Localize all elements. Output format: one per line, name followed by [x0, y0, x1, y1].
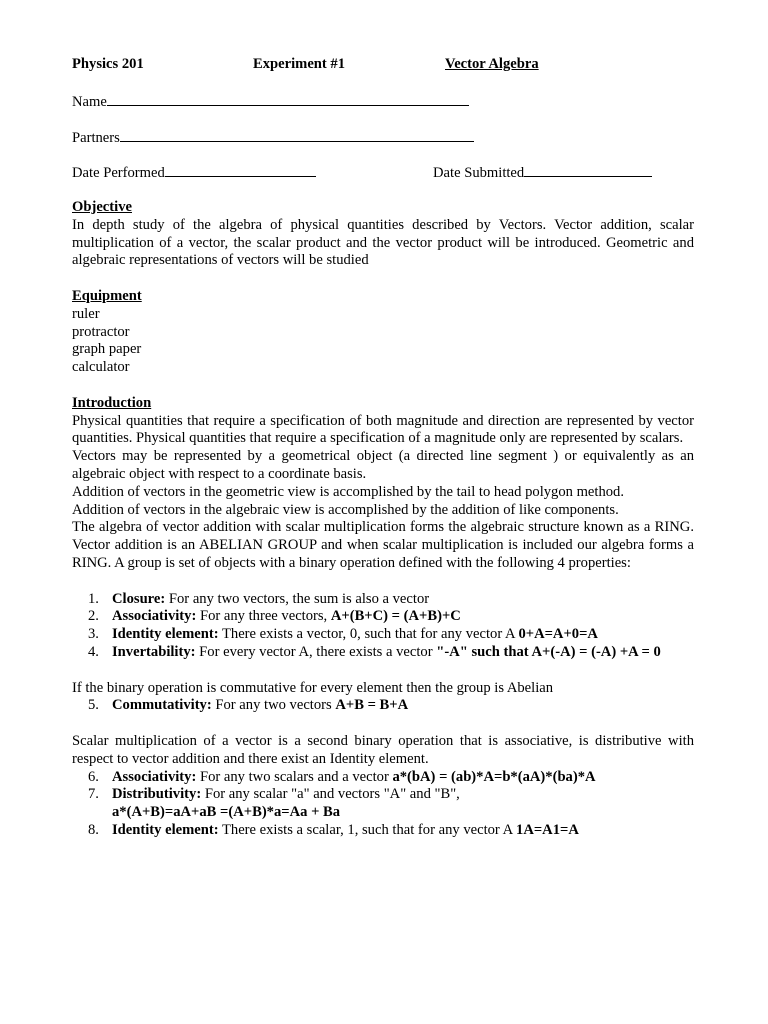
- intro-paragraph: Physical quantities that require a specification of both magnitude and direction are represented by vector quantities. Physical quantities that require a specification of a magnitude only are represented by scalars.: [72, 412, 694, 447]
- intro-paragraph: Addition of vectors in the geometric view is accomplished by the tail to head polygon method.: [72, 483, 625, 500]
- partners-label: Partners: [72, 130, 120, 146]
- list-number: 7.: [88, 786, 99, 803]
- list-item: [72, 822, 694, 840]
- property-text: There exists a scalar, 1, such that for any vector A: [218, 821, 517, 838]
- date-performed-blank-line[interactable]: [165, 163, 316, 177]
- property-term: Distributivity:: [112, 786, 202, 803]
- property-term: Identity element:: [112, 821, 219, 838]
- list-number: 1.: [88, 590, 99, 607]
- group-properties-list: [72, 591, 694, 662]
- scalar-intro: Scalar multiplication of a vector is a second binary operation that is associative, is distributive with respect to vector addition and there exist an Identity element.: [72, 732, 694, 767]
- property-formula: a*(A+B)=aA+aB =(A+B)*a=Aa + Ba: [112, 804, 341, 821]
- property-text: For any two vectors, the sum is also a vector: [165, 590, 430, 607]
- list-number: 6.: [88, 768, 99, 785]
- date-submitted-label: Date Submitted: [433, 165, 525, 181]
- property-formula: A+B = B+A: [335, 697, 409, 714]
- experiment-title: Vector Algebra: [445, 56, 539, 72]
- list-item: [72, 786, 694, 822]
- list-number: 5.: [88, 697, 99, 714]
- scalar-properties-list: [72, 769, 694, 840]
- list-number: 4.: [88, 643, 99, 660]
- equipment-item: calculator: [72, 359, 130, 376]
- list-item: [72, 644, 694, 662]
- property-text: For any two scalars and a vector: [196, 768, 393, 785]
- partners-field[interactable]: [72, 128, 474, 148]
- list-item: [72, 608, 694, 626]
- property-formula: 0+A=A+0=A: [518, 626, 598, 643]
- date-submitted-blank-line[interactable]: [524, 163, 652, 177]
- intro-paragraph: Vectors may be represented by a geometrical object (a directed line segment ) or equivalently as an algebraic object with respect to a coordinate basis.: [72, 448, 694, 482]
- property-term: Invertability:: [112, 643, 196, 660]
- property-term: Closure:: [112, 590, 166, 607]
- property-text: For any three vectors,: [196, 608, 331, 625]
- list-item: [72, 626, 694, 644]
- property-formula: a*(bA) = (ab)*A=b*(aA)*(ba)*A: [392, 768, 596, 785]
- property-formula: A+(B+C) = (A+B)+C: [330, 608, 461, 625]
- date-performed-field[interactable]: [72, 163, 316, 183]
- objective-text: In depth study of the algebra of physical quantities described by Vectors. Vector addition, scalar multiplication of a vector, the scalar product and the vector product will be introduced. Geometric and algebraic representations of vectors will be studied: [72, 216, 694, 269]
- property-formula: "-A" such that A+(-A) = (-A) +A = 0: [436, 643, 661, 660]
- date-performed-label: Date Performed: [72, 165, 165, 181]
- property-term: Identity element:: [112, 626, 219, 643]
- objective-section: [72, 199, 694, 270]
- equipment-section: [72, 288, 694, 377]
- name-blank-line[interactable]: [107, 92, 469, 106]
- property-text: For every vector A, there exists a vector: [195, 643, 437, 660]
- property-text: For any two vectors: [211, 697, 336, 714]
- date-submitted-field[interactable]: [433, 163, 652, 183]
- list-item: [72, 591, 694, 609]
- experiment-number: Experiment #1: [253, 56, 346, 72]
- document-header: [72, 56, 692, 76]
- abelian-property-list: [72, 697, 694, 715]
- equipment-item: ruler: [72, 305, 100, 322]
- equipment-item: graph paper: [72, 341, 142, 358]
- list-number: 3.: [88, 626, 99, 643]
- abelian-intro: If the binary operation is commutative for every element then the group is Abelian: [72, 679, 554, 696]
- list-item: [72, 697, 694, 715]
- partners-blank-line[interactable]: [120, 128, 474, 142]
- list-number: 2.: [88, 608, 99, 625]
- list-item: [72, 769, 694, 787]
- introduction-heading: Introduction: [72, 394, 152, 411]
- course-title: Physics 201: [72, 56, 144, 72]
- property-term: Associativity:: [112, 608, 197, 625]
- objective-heading: Objective: [72, 199, 132, 215]
- document-body: [72, 199, 694, 840]
- name-label: Name: [72, 94, 107, 110]
- intro-paragraph: Addition of vectors in the algebraic view is accomplished by the addition of like components.: [72, 501, 619, 518]
- list-number: 8.: [88, 821, 99, 838]
- property-formula: 1A=A1=A: [516, 821, 579, 838]
- property-term: Commutativity:: [112, 697, 212, 714]
- property-text: For any scalar "a" and vectors "A" and "B",: [201, 786, 460, 803]
- equipment-item: protractor: [72, 323, 130, 340]
- equipment-heading: Equipment: [72, 287, 142, 304]
- name-field[interactable]: [72, 92, 469, 112]
- introduction-section: [72, 395, 694, 573]
- property-text: There exists a vector, 0, such that for any vector A: [218, 626, 519, 643]
- property-term: Associativity:: [112, 768, 197, 785]
- intro-paragraph: The algebra of vector addition with scalar multiplication forms the algebraic structure known as a RING. Vector addition is an ABELIAN GROUP and when scalar multiplication is included our algebra forms a RING. A group is set of objects with a binary operation defined with the following 4 properties:: [72, 519, 694, 571]
